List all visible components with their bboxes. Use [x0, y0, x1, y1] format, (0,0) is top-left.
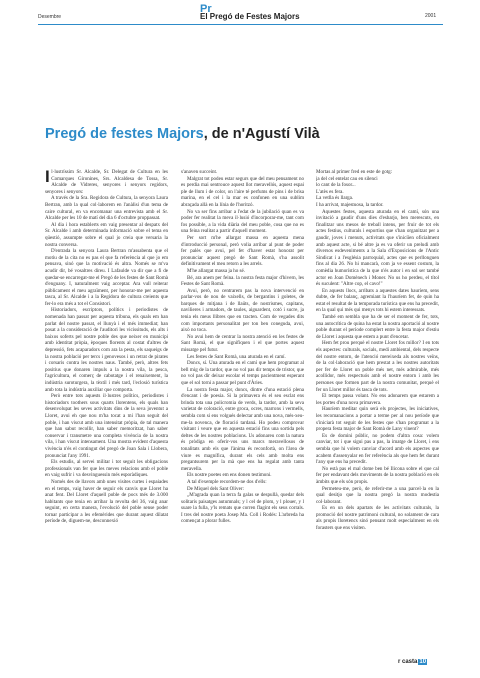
paragraph: „M'agrada quan la terra fa galas se despullà, quedar dels solitaris paisatges autumnals; y l cel de plom, y l plouer, y l suare la fulla, y'ls remats que corren flagint els seus corrals. I tres del nostre poeta Josep Ma. Coll i Rodés: L'arbreda ha començat a plorar fulles.: [181, 492, 304, 525]
paragraph: Permeteu-me, però, de referir-me a una parcel·la en la qual desitjo que la nostra pregó la nostra modestia col·laborant.: [316, 485, 439, 505]
poem-line: L'atès es fera.: [316, 188, 344, 195]
poem-line: La vetlla és llarga.: [316, 195, 354, 202]
paragraph: Avui, però, no centrarem pas la nova intervenció en parlar-vos de nou de vaixells, de bergantins i goletes, de barques de mitjana i de llaüts, de nostrismes, capitans, navilieres i armadors, de taules, aiguardent, cotó i sucre, ja tenia els meus llibres que en tracten. Com de vegades dits com importants personalitat per ton ben coneguda, avui, això no toca.: [181, 287, 304, 334]
paragraph: Historiadors, escriptors, polítics i periodistes de nomenada han passat per aquesta tribuna, els quals em han parlat del nostre passat, el llunyà i el més immediat; han posat a la consideració de l'auditori les vicissituds, els alts i baixos soferts pel nostre poble des que neixer en municipi amb identitat pròpia, èpoques florents al costat d'altres de depressió, fets acaparadors com ara la pesta, els saqueigs de la nostra població per tercs i genovesos i un retrat de pirates i corsaris contra les nostres naus. També, però, altres fets positius que donaren impuls a la nostra vila, la pesca, l'agricultura, el comerç de cabotatge i el renaixement, la indústria suroturgera, la tèxtil i més tard, l'eclosió turística amb tota la indústria auxiliar que comporta.: [45, 307, 168, 393]
paragraph: No avui hem de centrar la nostra atenció en les festes de Sant Romà, el que signifiquen i el que portes aquest missatge pel futur.: [181, 333, 304, 354]
paragraph: Només des de llavors amb unes visites curtes i espaiades en el temps, vaig haver de seguir els canvis que Lloret ha anat fent. Del Lloret d'aquell poble de pocs més de 3.000 habitants que tenia en arribar la revolta del 36, vaig anar seguint, en certa manera, l'evolució del poble sense poder tornar participar a les efemèrides que durant aquest dilatat període de, diguem-ne, desconnexió: [45, 478, 168, 525]
paragraph: Els estudis, al servei militar i tot seguit les obligacions professionals van fer que les meves relacions amb el poble en vaig sufrir i va desvinguessin més esporàdiques.: [45, 459, 168, 479]
paragraph: Aquestes festes, aquesta aturada en el camí, són una invitació a gaudir d'uns dies d'esbarjo, ben merescuts, en finalitzar uns mesos de treball intens, per fruir de tot els actes festius, culturals i esportius que s'han organitzat per a gaudir, joves i menuts, activitats que s'iniciïen oficialment amb aquest acte, si bé altre ja es va oferir un preludi amb diversos esdeveniments a la Sala d'Exposicions de l'Antic Sindicat i a l'església parroquial, actes que es perllonguen fins al dia 26. No hi mancarà, com ja ve essent costum, la comèdia humorística de la que n'és autor i en sol ser també actor en Joan Domènech i Moner. No us ho perdeu, el títol és suculent: "Altre cop, el cavo!": [316, 208, 439, 288]
footer-brand: [398, 659, 436, 667]
page-number: 10: [419, 659, 427, 665]
paragraph: A tal d'exemple recordem-ne dos d'ells:: [187, 478, 267, 485]
paragraph: Malgrat tot podeu estar segurs que del meu pensament no es perdia mai sentrouce aquest llot meravellós, aquest espai ple de llum i de color, on l'aire té perfums de pins i de brisa marina, en el cel i la mar es confonen en una sublim abraçada allà en la línia de l'horitzó.: [181, 175, 304, 208]
issue-year: 2001: [425, 13, 437, 19]
section-title: El Pregó de Festes Majors: [200, 12, 300, 21]
paragraph: Hem fet prou perquè el nostre Lloret fos millor? I en tots els aspectes: culturals, socials, medi ambiental, dels respecte del nostre entorn, de l'atenció mereixeda als nostres veïns, de la col·laboració que hem prestat a les nostres autoritats per fer de Lloret un poble més net, més admirable, més acollidor, més respectuós amb el nostre entorn i amb les persones que formen part de la nostra comunitat, perquè el fer un Lloret millor és tasca de tots.: [316, 340, 439, 393]
paragraph: M'he allargat massa ja ho sé.: [187, 267, 245, 274]
poem-line: ja del cel entelat cau en silenci: [316, 175, 378, 182]
paragraph: Es de domini públic, no podem d'altra cosa: volem canviar, tot i que sigui pas a pas, la imatge de Lloret, i ens sembla que hi volem canviar d'acord amb els aspectes que acabem d'assenyalar en fer referència als que hem fet durant l'any que ens ha precedit.: [316, 432, 439, 466]
text-column-1: [45, 169, 168, 657]
header-rule: [38, 24, 443, 25]
paragraph: També em sembla que ha de ser el moment de fer, tots, una autocrítica de quina ha estat la nostra aportació al nostre poble durant el període complert entre la festa major d'estiu de Lloret i aquesta que estem a punt d'encetar.: [316, 314, 439, 340]
paragraph: s'anaven succeint.: [181, 169, 218, 175]
headline-author: , de n'Agustí Vilà: [203, 126, 320, 142]
issue-month: Desembre: [38, 14, 62, 20]
poem-line: lo cant de la fosor...: [316, 182, 356, 189]
paragraph: A través de la Sra. Regidora de Cultura, la senyora Laura Bertran, amb la qual col·laborem en l'anàlisi d'un tema de caire cultural, en va encomanar una entrevista amb el Sr. Alcalde per les 10 de matí del dia 6 d'octubre proppassat.: [45, 195, 168, 222]
headline-main: Pregó de festes Majors: [45, 126, 204, 142]
paragraph: En aquests llocs, arribats a aquestes dates hauríem, sens dubte, de fer balanç, agremiant la l'hauríem fet, de quin ha estat el resultat de la temporada turística que ens ha precedit, en la qual qui més qui menys tots hi estem interessats.: [316, 287, 439, 314]
text-column-2: [181, 169, 304, 657]
footer-brand-text: r casta: [398, 659, 418, 665]
page-header: [0, 0, 480, 26]
paragraph: Doncs, sí. Una aturada en el camí que hem programat al bell mig de la tardor, que no vol pas dir temps de tristor, que no vol pas dir deixar escolar el temps pacientment esperant que el sol torni a passar pel punt d'Àries.: [181, 360, 304, 386]
paragraph: Hauríem meditar quin serà els projectes, les iniciatives, les recomanacions a portar a terme per al nou període que s'iniciarà tot seguit de les festes que s'han programat a la propera festa major de Sant Romà de Lany vinent?: [316, 406, 439, 433]
paragraph: Però entre tots aquests il·lustres polítics, periodistes i historiadors toothers sous quarts llorentens, els quals han desenvolupat les seves activitats dins de la seva joventut a Lloret, avui eh que nou m'ha tocat a mi l'han seguit del poble, i han viscut amb una intensitat pròpia, de tal manera que han sabut recollir, han saber memoritzat, han saber conservar i transmetre una completa vivència de la nostra vila, i han viscut intensament. Una mostra evident d'aquesta vivència n'és el contingut del pregó de Joan Sala i Llobera, pronunciat l'any 1991.: [45, 393, 168, 459]
article-headline: [45, 126, 445, 142]
paragraph: D'entrada la senyora Laura Bertran m'assabenta que el motiu de la cita no es pas el que fa referència al que jo em pensava, sinó que la motivació és altra. Només se m'va acudir dir, bé vosaltres direu. I Lafaulde va dir que a fi de quedar-se encarregat-me el Pregó de les festes de Sant Romà d'enguany. I, naturalment vaig acceptar. Ara vull reiterar públicament el meu agraïment, per honorar-me per aquesta tasca, al Sr. Alcalde i a la Regidora de cultura creients que fer-lo era més a tot el Consistori.: [45, 248, 168, 307]
drop-cap: I: [45, 169, 50, 186]
paragraph: Es en un dels apartats de les activitats culturals, la promoció del nostre patrimoni cultural, no solament de cara als propis lloretencs sinó pensant molt especialment en els forasters que ens visiten.: [316, 505, 439, 532]
paragraph: Els nostre poetes em ens donen testimoni.: [187, 472, 272, 479]
poem-line: Mortas al primer fred en este de gotg:: [316, 169, 393, 175]
paragraph: No va ser fins arribar a l'edat de la jubilació quan es va poder fer realitat la meva il·lusió d'incorporar-me, tant com fos possible, a la vida diària del meu poble, cosa que no es una feina realitat a partir d'aquell moment.: [181, 208, 304, 235]
magazine-logo: Pr: [200, 3, 212, 15]
poem-line: I ha arrivat, majestuosa, la tardor.: [316, 201, 384, 208]
paragraph: De Miquel dels Sant Oliver:: [187, 485, 244, 492]
paragraph: No està pas el mal dome ben bé Ilicona sobre el que cal fer per endavant dels moviments de la nostra població en els àmbits que els són propis.: [316, 465, 439, 485]
paragraph: Al dia i hora establerts em vaig presentar al despatx del Sr. Alcalde i amb determinada informació sobre el tema en qüestió, assumpte sobre el qual jo creia que versaria la nostra conversa.: [45, 221, 168, 248]
paragraph: El temps passa volant. No ens adonarem que estarem a les portes d'una nova primavera.: [316, 393, 439, 406]
paragraph: La nostra festa major, doncs, dintre d'una estació plena d'encant i de poesia. Si la primavera és el seu esclat ens brinda tota una policromia de verds, la tardor, amb la seva varietat de coloració, entre groca, ocres, marrons i vermells, sembla com si ens volgués delectar amb una nova, més-xeu-me-la novenca, de floració tardaná. Ho podeu comprovar visitant i veure que en aquesta estació fins una sortida pels deltes de les nostres poblacions. Us adonareu com la natura és pròdiga en oferir-vos uns marcs meravellosos de tonalitats amb els que l'ànima és reconfortà, on l'àrea de viure es magnífica, durant els cels amb molta ens pregantsurem per la mà que ens ha regalat amb tanta meravella.: [181, 386, 304, 472]
text-column-3: [316, 169, 439, 657]
paragraph: Bé, ara anem per feina. la nostra festa major d'hivern, les Festes de Sant Romà.: [181, 274, 304, 288]
paragraph: Per sort m'he allargat massa en aquesta mena d'introducció personal, però volia arribar al punt de poder fer palès que avui, pel fet d'haver estat honorat per pronunciar aquest pregó de Sant Romà, s'ha assolit definitivament el meu retorn a les arrels.: [181, 234, 304, 268]
paragraph: Les festes de Sant Romà, una aturada en el camí.: [187, 353, 286, 360]
paragraph: Il·lustríssim Sr. Alcalde, Sr. Delegat de Cultura en les Comarques Gironines, Srs. Alcaldesa de Tossa, Sr. Alcalde de Vidreres, senyores i senyors regidors, senyores i senyors:: [45, 169, 168, 195]
